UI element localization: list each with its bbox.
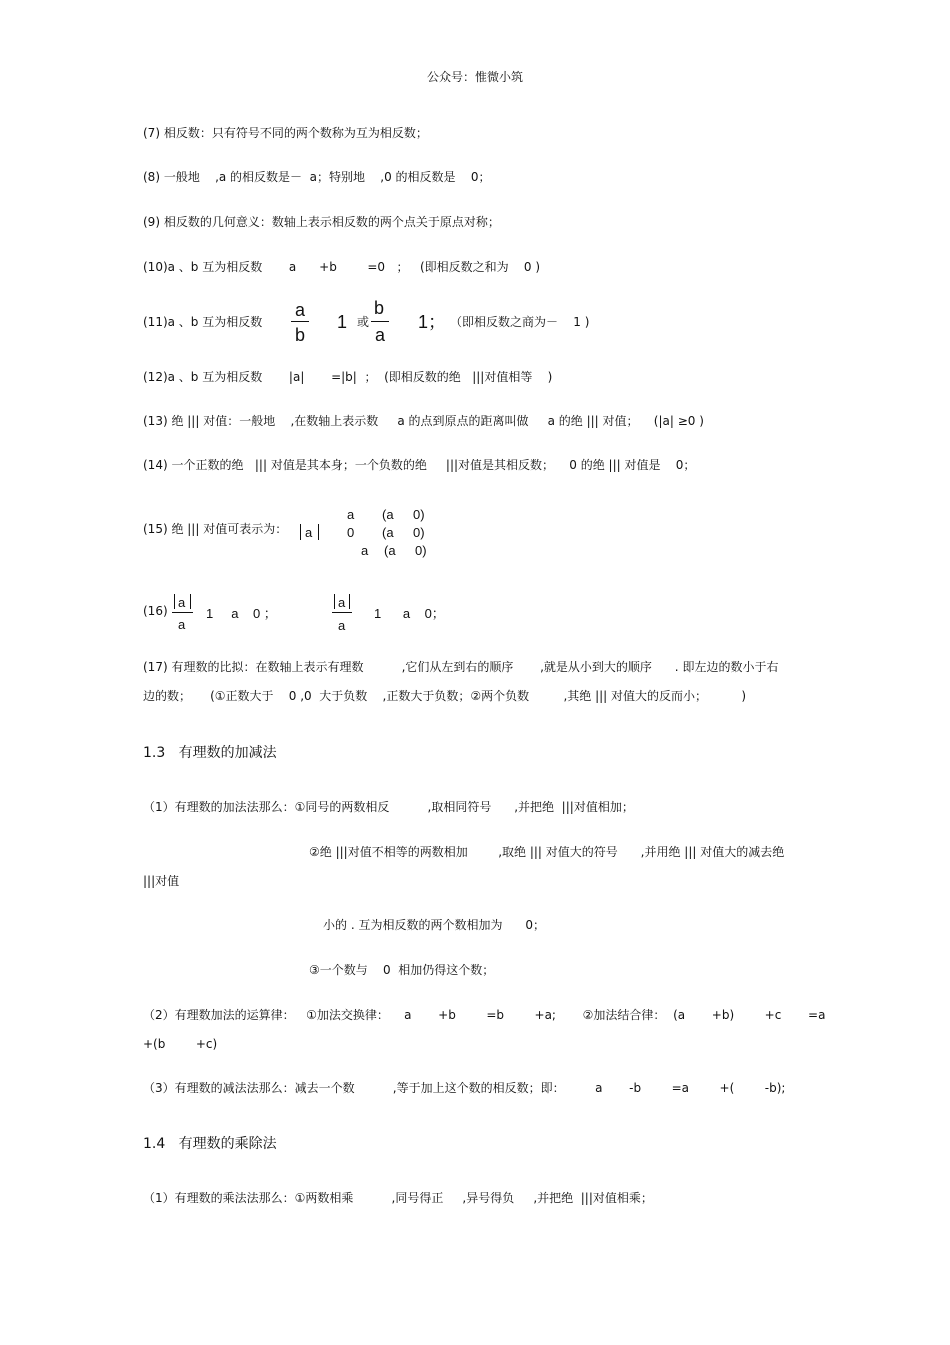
item-12: (12)a 、b 互为相反数 |a| =|b| ； (即相反数的绝 |||对值相等 ): [143, 370, 553, 384]
fraction-1-value: 1: [337, 312, 348, 332]
s13-p1-line-4: 小的 . 互为相反数的两个数相加为 0；: [323, 918, 545, 932]
case-2-cond-b: 0): [413, 525, 425, 540]
frac16-1-bar: [172, 612, 193, 613]
abs-bar-2b: [349, 594, 350, 609]
case-1-cond-a: (a: [382, 507, 394, 522]
item-10: (10)a 、b 互为相反数 a +b =0 ； (即相反数之和为 0 ): [143, 260, 541, 274]
fraction-2-denominator: a: [375, 325, 386, 345]
s13-p2-line-2: +(b +c): [143, 1037, 218, 1051]
item-17-line-2: 边的数； (①正数大于 0 ,0 大于负数 ,正数大于负数；②两个负数 ,其绝 ||| 对值大的反而小； ): [143, 689, 747, 703]
abs-bar-right: [318, 524, 319, 540]
fraction-2-bar: [371, 321, 389, 322]
frac16-2-denominator: a: [338, 618, 346, 633]
fraction-1-denominator: b: [295, 325, 306, 345]
frac16-1-numerator: a: [178, 595, 186, 610]
frac16-2-bar: [332, 612, 352, 613]
case-3-cond-a: (a: [384, 543, 396, 558]
item-13: (13) 绝 ||| 对值：一般地 ,在数轴上表示数 a 的点到原点的距离叫做 a 的绝 ||| 对值； (|a| ≥0 ): [143, 414, 704, 428]
abs-bar-left: [300, 524, 301, 540]
item-17-line-1: (17) 有理数的比拟：在数轴上表示有理数 ,它们从左到右的顺序 ,就是从小到大的顺序 . 即左边的数小于右: [143, 660, 779, 674]
item-16-rest-2: 1 a 0；: [374, 606, 445, 621]
item-15-label: (15) 绝 ||| 对值可表示为：: [143, 522, 288, 536]
page-header: 公众号：惟微小筑: [426, 70, 523, 84]
s13-p1-line-1: （1）有理数的加法法那么：①同号的两数相反 ,取相同符号 ,并把绝 |||对值相加；: [143, 800, 634, 814]
abs-bar-2a: [334, 594, 335, 609]
item-9: (9) 相反数的几何意义：数轴上表示相反数的两个点关于原点对称；: [143, 215, 500, 229]
section-1-4-title: 1.4 有理数的乘除法: [143, 1136, 277, 1152]
s13-p2-line-1: （2）有理数加法的运算律： ①加法交换律： a +b =b +a; ②加法结合律： (a +b) +c =a: [143, 1008, 826, 1022]
fraction-2-numerator: b: [374, 298, 385, 318]
frac16-1-denominator: a: [178, 617, 186, 632]
section-1-3-title: 1.3 有理数的加减法: [143, 745, 277, 761]
abs-bar-1b: [190, 594, 191, 609]
case-1-cond-b: 0): [413, 507, 425, 522]
s13-p3: （3）有理数的减法法那么：减去一个数 ,等于加上这个数的相反数；即： a -b =a +( -b);: [143, 1081, 786, 1095]
case-2-value: 0: [347, 525, 355, 540]
fraction-2-value: 1；: [418, 312, 447, 332]
case-3-cond-b: 0): [415, 543, 427, 558]
case-3-value: a: [361, 543, 369, 558]
fraction-1-numerator: a: [295, 300, 306, 320]
item-16-rest-1: 1 a 0 ；: [206, 606, 277, 621]
item-7: (7) 相反数：只有符号不同的两个数称为互为相反数；: [143, 126, 428, 140]
frac16-2-numerator: a: [338, 595, 346, 610]
fraction-1-bar: [291, 321, 309, 322]
abs-variable: a: [305, 525, 313, 540]
abs-bar-1a: [174, 594, 175, 609]
item-8: (8) 一般地 ,a 的相反数是－ a；特别地 ,0 的相反数是 0；: [143, 170, 491, 184]
s13-p1-line-5: ③一个数与 0 相加仍得这个数；: [309, 963, 495, 977]
item-14: (14) 一个正数的绝 ||| 对值是其本身；一个负数的绝 |||对值是其相反数； 0 的绝 ||| 对值是 0；: [143, 458, 696, 472]
case-2-cond-a: (a: [382, 525, 394, 540]
s14-p1: （1）有理数的乘法法那么：①两数相乘 ,同号得正 ,异号得负 ,并把绝 |||对值相乘；: [143, 1191, 653, 1205]
item-11-prefix: (11)a 、b 互为相反数: [143, 315, 263, 329]
or-word: 或: [357, 315, 370, 329]
item-16-prefix: (16): [143, 604, 168, 618]
s13-p1-line-3: |||对值: [143, 874, 180, 888]
s13-p1-line-2: ②绝 |||对值不相等的两数相加 ,取绝 ||| 对值大的符号 ,并用绝 ||| 对值大的减去绝: [309, 845, 785, 859]
item-11-suffix: （即相反数之商为－ 1 ): [450, 315, 590, 329]
case-1-value: a: [347, 507, 355, 522]
